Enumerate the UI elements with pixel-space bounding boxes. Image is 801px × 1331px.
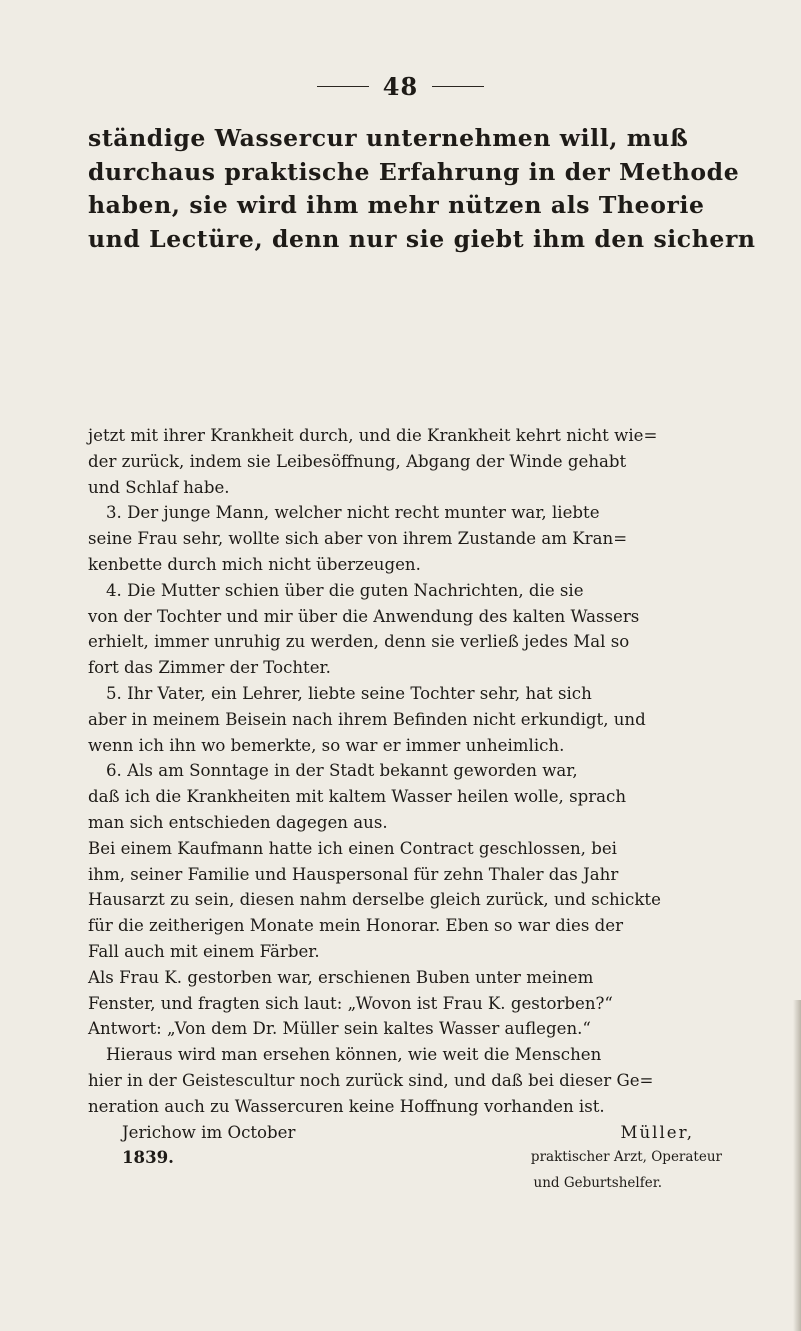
text-line: hier in der Geistescultur noch zurück sind, und daß bei dieser Ge=: [88, 1070, 654, 1090]
text-line: Fall auch mit einem Färber.: [88, 941, 320, 961]
signature-name: Müller,: [620, 1122, 694, 1142]
intro-line: und Lectüre, denn nur sie giebt ihm den sichern: [88, 224, 756, 253]
text-line: seine Frau sehr, wollte sich aber von ihrem Zustande am Kran=: [88, 529, 628, 549]
text-line: 3. Der junge Mann, welcher nicht recht munter war, liebte: [106, 503, 600, 523]
text-line: Antwort: „Von dem Dr. Müller sein kaltes Wasser auflegen.“: [88, 1019, 591, 1039]
paragraph: [88, 836, 748, 965]
text-line: kenbette durch mich nicht überzeugen.: [88, 554, 421, 574]
header-rule-left: [317, 86, 369, 87]
text-line: daß ich die Krankheiten mit kaltem Wasser heilen wolle, sprach: [88, 787, 627, 807]
paragraph: [88, 1042, 748, 1119]
signature-row: [88, 1120, 748, 1146]
intro-line: haben, sie wird ihm mehr nützen als Theorie: [88, 191, 705, 219]
paragraph: [88, 758, 748, 835]
signature-row: [88, 1145, 748, 1171]
text-line: 5. Ihr Vater, ein Lehrer, liebte seine Tochter sehr, hat sich: [106, 683, 592, 703]
text-line: der zurück, indem sie Leibesöffnung, Abgang der Winde gehabt: [88, 451, 627, 471]
text-line: aber in meinem Beisein nach ihrem Befinden nicht erkundigt, und: [88, 709, 646, 729]
text-line: Fenster, und fragten sich laut: „Wovon ist Frau K. gestorben?“: [88, 993, 613, 1013]
text-line: Bei einem Kaufmann hatte ich einen Contract geschlossen, bei: [88, 838, 617, 858]
page-header: [0, 72, 801, 101]
text-line: Als Frau K. gestorben war, erschienen Buben unter meinem: [88, 967, 594, 987]
signature-place-date: Jerichow im October: [122, 1122, 296, 1142]
page-edge-shadow: [793, 1000, 801, 1331]
paragraph: [88, 965, 748, 1042]
body-text: [88, 423, 748, 1197]
text-line: jetzt mit ihrer Krankheit durch, und die Krankheit kehrt nicht wie=: [88, 426, 658, 445]
text-line: von der Tochter und mir über die Anwendung des kalten Wassers: [88, 606, 640, 626]
header-rule-right: [432, 86, 484, 87]
text-line: 6. Als am Sonntage in der Stadt bekannt geworden war,: [106, 761, 578, 781]
signature-title: praktischer Arzt, Operateur: [530, 1149, 722, 1166]
text-line: neration auch zu Wassercuren keine Hoffnung vorhanden ist.: [88, 1096, 605, 1116]
text-line: für die zeitherigen Monate mein Honorar. Eben so war dies der: [88, 916, 624, 936]
text-line: 4. Die Mutter schien über die guten Nachrichten, die sie: [106, 580, 584, 600]
paragraph: [88, 423, 748, 500]
text-line: wenn ich ihn wo bemerkte, so war er immer unheimlich.: [88, 735, 565, 755]
page-number: 48: [382, 72, 419, 101]
signature-year: 1839.: [122, 1147, 174, 1168]
text-line: Hieraus wird man ersehen können, wie weit die Menschen: [106, 1045, 602, 1065]
intro-line: durchaus praktische Erfahrung in der Methode: [88, 157, 740, 186]
text-line: und Schlaf habe.: [88, 477, 230, 497]
signature-title-line: und Geburtshelfer.: [533, 1175, 662, 1192]
text-line: man sich entschieden dagegen aus.: [88, 812, 388, 832]
intro-paragraph: [88, 122, 756, 256]
paragraph: [88, 500, 748, 577]
text-line: ihm, seiner Familie und Hauspersonal für zehn Thaler das Jahr: [88, 864, 619, 884]
text-line: erhielt, immer unruhig zu werden, denn sie verließ jedes Mal so: [88, 632, 630, 652]
text-line: Hausarzt zu sein, diesen nahm derselbe gleich zurück, und schickte: [88, 890, 661, 910]
text-line: fort das Zimmer der Tochter.: [88, 658, 331, 678]
intro-line: ständige Wassercur unternehmen will, muß: [88, 124, 689, 152]
paragraph: [88, 578, 748, 681]
paragraph: [88, 681, 748, 758]
